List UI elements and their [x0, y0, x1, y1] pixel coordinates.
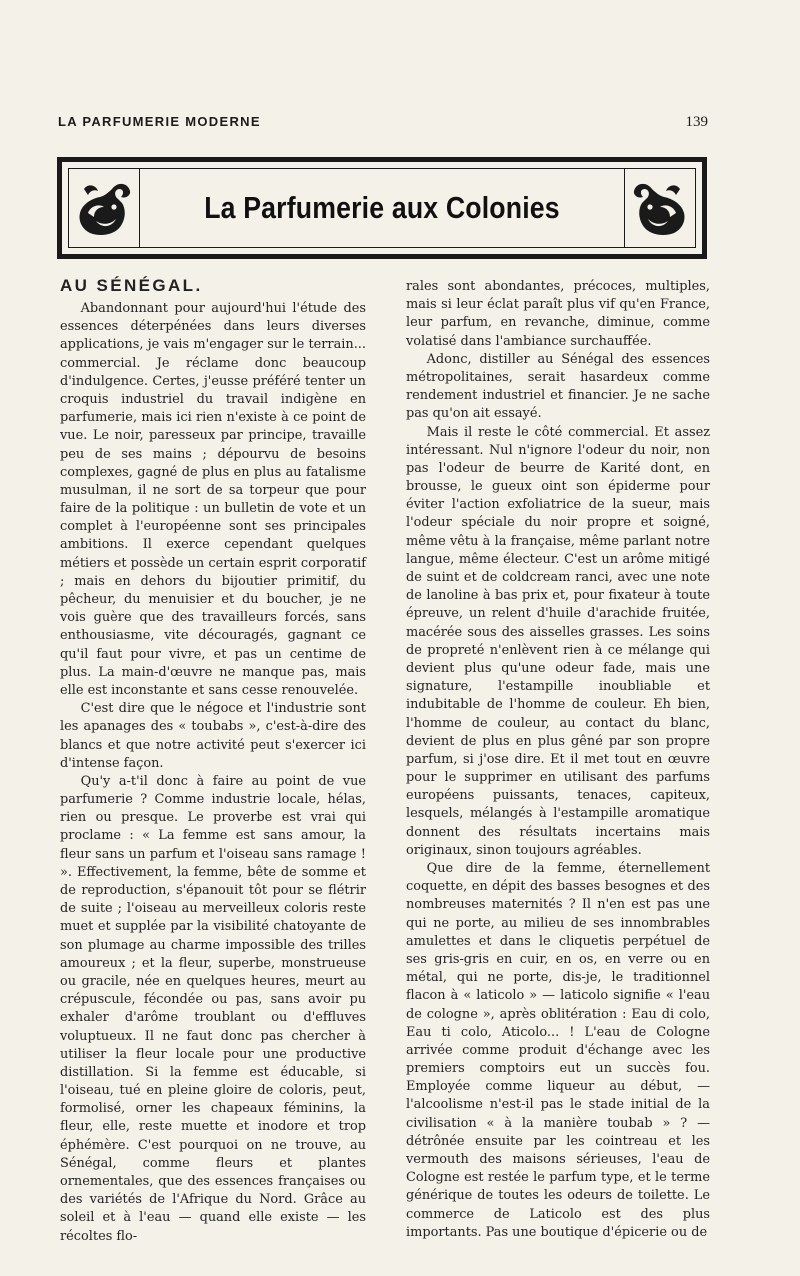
banner-inner-frame — [68, 168, 696, 248]
dolphin-ornament-icon — [74, 177, 134, 239]
banner-title: La Parfumerie aux Colonies — [204, 190, 560, 225]
paragraph: C'est dire que le négoce et l'industrie sont les apanages des « toubabs », c'est-à-dire des blancs et que notre activité peut s'exercer ici d'intense façon. — [60, 701, 366, 771]
paragraph: Adonc, distiller au Sénégal des essences métropolitaines, serait hasardeux comme rendement industriel et financier. Je ne sache pas qu'on ait essayé. — [406, 351, 710, 422]
paragraph: Que dire de la femme, éternellement coquette, en dépit des basses besognes et des nombreuses maternités ? Il n'en est pas une qui ne porte, au milieu de ses innombrables amulettes et dans le cliquetis perpétuel de ses gris-gris en cuir, en os, en verre ou en métal, qui ne porte, dis-je, le traditionnel flacon à « laticolo » — laticolo signifie « l'eau de cologne », après oblitération : Eau di colo, Eau ti colo, Aticolo... ! L'eau de Cologne arrivée comme produit d'échange avec les premiers comptoirs eut un succès fou. Employée comme liqueur au début, — l'alcoolisme n'est-il pas le stade initial de la civilisation « à la manière toubab » ? — détrônée ensuite par les cointreau et les vermouth des maisons sérieuses, l'eau de Cologne est restée le parfum type, et le terme générique de toutes les odeurs de toilette. Le commerce de Laticolo est des plus importants. Pas une boutique d'épicerie ou de — [406, 861, 710, 1240]
running-head — [58, 114, 708, 131]
journal-title: LA PARFUMERIE MODERNE — [58, 114, 261, 129]
paragraph: rales sont abondantes, précoces, multiples, mais si leur éclat paraît plus vif qu'en France, leur parfum, en revanche, diminue, comme volatisé dans l'ambiance surchauffée. — [406, 279, 710, 349]
section-heading: AU SÉNÉGAL. — [60, 276, 203, 295]
page-number: 139 — [685, 114, 708, 130]
banner-ornament-right — [624, 169, 695, 247]
left-column — [60, 276, 366, 1246]
banner-ornament-left — [69, 169, 140, 247]
dolphin-ornament-icon — [630, 177, 690, 239]
right-column — [406, 278, 710, 1242]
paragraph: Qu'y a-t'il donc à faire au point de vue parfumerie ? Comme industrie locale, hélas, rien ou presque. Le proverbe est vrai qui proclame : « La femme est sans amour, la fleur sans un parfum et l'oiseau sans ramage ! ». Effectivement, la femme, bête de somme et de reproduction, s'épanouit tôt pour se flétrir de suite ; l'oiseau au merveilleux coloris reste muet et supplée par la visibilité chatoyante de son plumage au charme impossible des trilles amoureux ; et la fleur, superbe, monstrueuse ou gracile, née en quelques heures, meurt au crépuscule, fécondée ou pas, sans avoir pu exhaler d'arôme troublant ou d'effluves voluptueux. Il ne faut donc pas chercher à utiliser la fleur locale pour une productive distillation. Si la femme est éducable, si l'oiseau, tué en pleine gloire de coloris, peut, formolisé, orner les chapeaux féminins, la fleur, elle, reste muette et inodore et trop éphémère. C'est pourquoi on ne trouve, au Sénégal, comme fleurs et plantes ornementales, que des essences françaises ou des variétés de l'Afrique du Nord. Grâce au soleil et à l'eau — quand elle existe — les récoltes flo- — [60, 773, 366, 1244]
paragraph: Mais il reste le côté commercial. Et assez intéressant. Nul n'ignore l'odeur du noir, non pas l'odeur de beurre de Karité dont, en brousse, le gueux oint son épiderme pour éviter l'action exfoliatrice de la sueur, mais l'odeur spéciale du noir propre et soigné, même vêtu à la française, même parlant notre langue, même électeur. C'est un arôme mitigé de suint et de coldcream ranci, avec une note de lanoline à bas prix et, pour fixateur à toute épreuve, un relent d'huile d'arachide fruitée, macérée sous des aisselles grasses. Les soins de propreté n'enlèvent rien à ce mélange qui devient plus qu'une odeur fade, mais une signature, l'estampille inoubliable et indubitable de l'homme de couleur. Eh bien, l'homme de couleur, au contact du blanc, devient de plus en plus gêné par son propre parfum, si j'ose dire. Et il met tout en œuvre pour le supprimer en utilisant des parfums européens puissants, tenaces, capiteux, lesquels, mélangés à l'estampille aromatique donnent des résultats incertains mais originaux, sinon toujours agréables. — [406, 424, 710, 858]
paragraph: Abandonnant pour aujourd'hui l'étude des essences déterpénées dans leurs diverses applications, je vais m'engager sur le terrain... commercial. Je réclame donc beaucoup d'indulgence. Certes, j'eusse préféré tenter un croquis industriel du travail indigène en parfumerie, mais ici rien n'existe à ce point de vue. Le noir, paresseux par principe, travaille peu de ses mains ; dépourvu de besoins complexes, gagné de plus en plus au fatalisme musulman, il ne sort de sa torpeur que pour faire de la politique : un bulletin de vote et un complet à l'européenne sont ses principales ambitions. Il exerce cependant quelques métiers et possède un certain esprit corporatif ; mais en dehors du bijoutier primitif, du pêcheur, du menuisier et du boucher, je ne vois guère que des travailleurs forcés, sans enthousiasme, vite découragés, gagnant ce qu'il faut pour vivre, et pas un centime de plus. La main-d'œuvre ne manque pas, mais elle est inconstante et sans cesse renouvelée. — [60, 301, 366, 698]
title-banner — [57, 157, 707, 259]
